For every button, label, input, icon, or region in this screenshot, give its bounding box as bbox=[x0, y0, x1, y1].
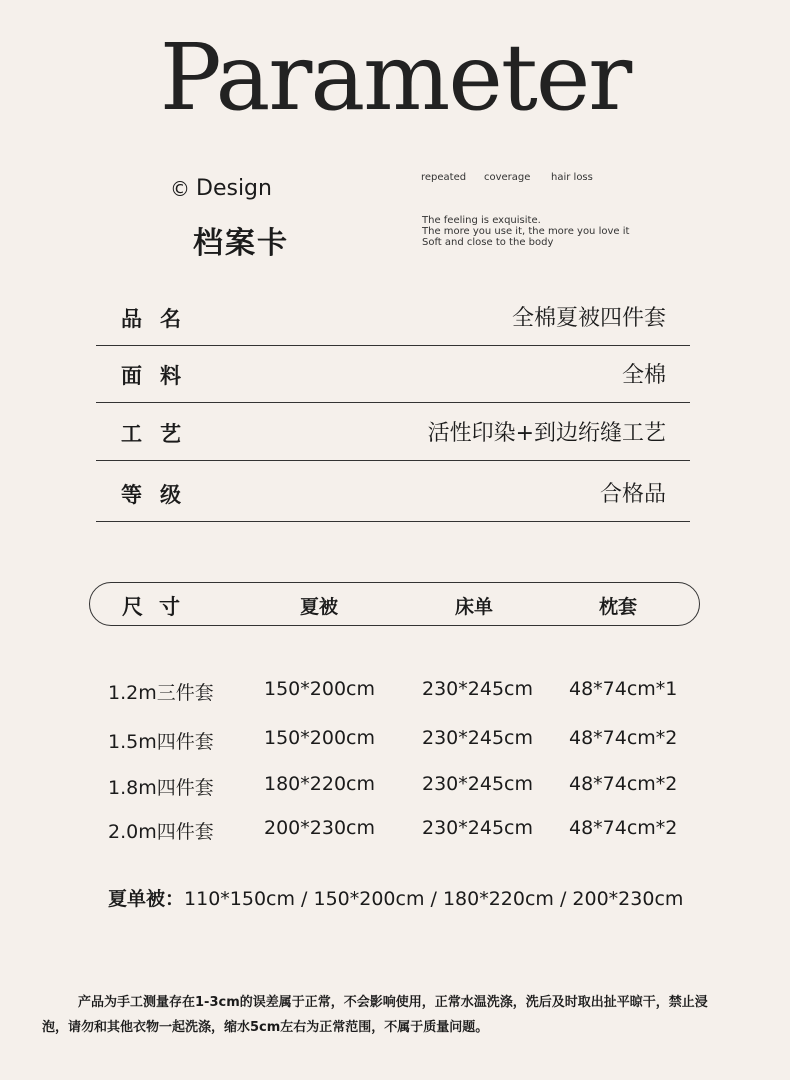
param-value: 全棉夏被四件套 bbox=[511, 306, 666, 331]
slogan-line: Soft and close to the body bbox=[422, 237, 554, 248]
tag-coverage: coverage bbox=[484, 172, 531, 183]
tag-hair-loss: hair loss bbox=[551, 172, 593, 183]
param-row-product-name bbox=[96, 291, 690, 346]
table-row bbox=[0, 817, 790, 847]
table-cell: 48*74cm*2 bbox=[569, 773, 678, 795]
header-size: 尺寸 bbox=[122, 595, 196, 619]
slogan-line: The feeling is exquisite. bbox=[422, 215, 541, 226]
table-cell: 230*245cm bbox=[422, 773, 533, 795]
table-cell: 230*245cm bbox=[422, 678, 533, 700]
table-row bbox=[0, 678, 790, 708]
table-cell: 2.0m四件套 bbox=[108, 821, 214, 843]
header-pillowcase: 枕套 bbox=[599, 596, 638, 618]
copyright-icon: © bbox=[170, 176, 190, 201]
page-title: Parameter bbox=[159, 24, 631, 131]
table-cell: 48*74cm*1 bbox=[569, 678, 678, 700]
table-cell: 48*74cm*2 bbox=[569, 727, 678, 749]
table-cell: 1.8m四件套 bbox=[108, 777, 214, 799]
param-label: 面料 bbox=[121, 364, 199, 388]
card-label: 档案卡 bbox=[193, 226, 289, 261]
size-table-header bbox=[89, 582, 700, 626]
header-summer-quilt: 夏被 bbox=[300, 596, 339, 618]
table-row bbox=[0, 727, 790, 757]
table-cell: 48*74cm*2 bbox=[569, 817, 678, 839]
table-cell: 180*220cm bbox=[264, 773, 375, 795]
table-cell: 150*200cm bbox=[264, 727, 375, 749]
slogan-line: The more you use it, the more you love it bbox=[422, 226, 630, 237]
param-row-grade bbox=[96, 467, 690, 522]
param-label: 工艺 bbox=[121, 422, 199, 446]
param-label: 品名 bbox=[121, 307, 199, 331]
table-cell: 200*230cm bbox=[264, 817, 375, 839]
param-value: 全棉 bbox=[621, 363, 666, 388]
summer-quilt-sizes bbox=[108, 884, 683, 911]
table-cell: 150*200cm bbox=[264, 678, 375, 700]
param-row-fabric bbox=[96, 348, 690, 403]
summer-quilt-label: 夏单被： bbox=[108, 888, 185, 910]
slogan bbox=[422, 215, 629, 248]
care-note: 产品为手工测量存在1-3cm的误差属于正常，不会影响使用，正常水温洗涤，洗后及时取出扯平晾干，禁止浸泡，请勿和其他衣物一起洗涤，缩水5cm左右为正常范围，不属于质量问题。 bbox=[42, 995, 708, 1035]
tag-repeated: repeated bbox=[421, 172, 467, 183]
param-label: 等级 bbox=[121, 483, 199, 507]
param-value: 合格品 bbox=[599, 482, 666, 507]
header-bed-sheet: 床单 bbox=[455, 596, 494, 618]
design-line bbox=[170, 176, 272, 201]
table-cell: 1.2m三件套 bbox=[108, 682, 214, 704]
param-value: 活性印染+到边绗缝工艺 bbox=[427, 421, 666, 446]
summer-quilt-values: 110*150cm / 150*200cm / 180*220cm / 200*230cm bbox=[184, 888, 684, 910]
design-label: Design bbox=[196, 176, 272, 201]
table-cell: 230*245cm bbox=[422, 727, 533, 749]
table-row bbox=[0, 773, 790, 803]
table-cell: 1.5m四件套 bbox=[108, 731, 214, 753]
param-row-craft bbox=[96, 406, 690, 461]
table-cell: 230*245cm bbox=[422, 817, 533, 839]
